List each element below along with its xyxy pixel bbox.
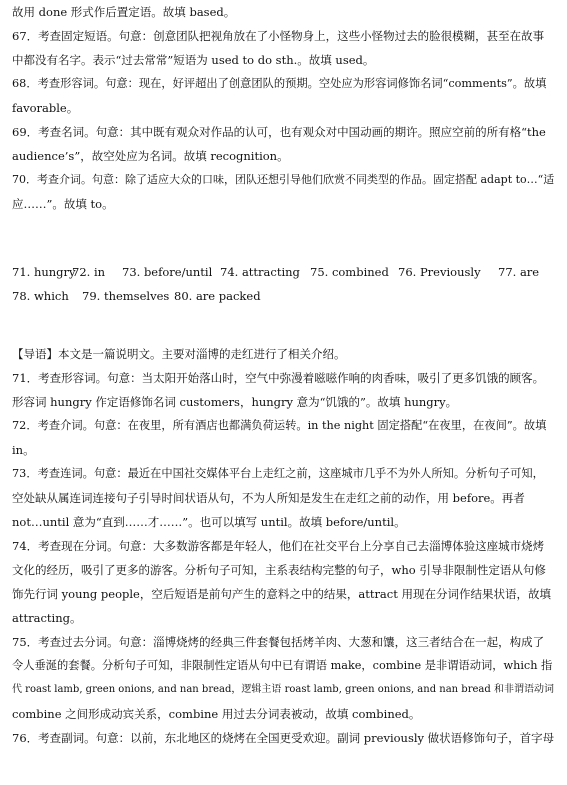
explanations-66-70 — [12, 0, 555, 216]
text-line: 75．考查过去分词。句意：淄博烧烤的经典三件套餐包括烤羊肉、大葱和馕，这三者结合在一起，构成了 — [12, 635, 545, 649]
text-line: audience’s”，故空处应为名词。故填 recognition。 — [12, 149, 289, 163]
text-line: 71．考查形容词。句意：当太阳开始落山时，空气中弥漫着嗞嗞作响的肉香味，吸引了更多饥饿的顾客。 — [12, 371, 545, 385]
text-line: 饰先行词 young people，空后短语是前句产生的意料之中的结果，attract 用现在分词作结果状语，故填 — [12, 587, 552, 601]
text-line: 74．考查现在分词。句意：大多数游客都是年轻人，他们在社交平台上分享自己去淄博体验这座城市烧烤 — [12, 539, 545, 553]
text-line: 72．考查介词。句意：在夜里，所有酒店也都满负荷运转。in the night 固定搭配“在夜里，在夜间”。故填 — [12, 419, 547, 432]
answer-item: 72. in — [72, 265, 106, 279]
answer-item: 79. themselves — [82, 289, 170, 303]
text-line: 中都没有名字。表示“过去常常”短语为 used to do sth.。故填 used。 — [12, 53, 375, 67]
text-line: 76．考查副词。句意：以前，东北地区的烧烤在全国更受欢迎。副词 previously 做状语修饰句子，首字母 — [12, 731, 555, 745]
text-line: 代 roast lamb, green onions, and nan bread，逻辑主语 roast lamb, green onions, and nan bread 和非谓语动词 — [12, 684, 554, 695]
answer-item: 74. attracting — [220, 265, 300, 279]
guide-heading: 【导语】本文是一篇说明文。主要对淄博的走红进行了相关介绍。 — [12, 347, 346, 361]
explanations-71-76 — [12, 342, 555, 750]
text-line: 69．考查名词。句意：其中既有观众对作品的认可，也有观众对中国动画的期许。照应空前的所有格“the — [12, 125, 546, 139]
text-line: 空处缺从属连词连接句子引导时间状语从句，不为人所知是发生在走红之前的动作，用 before。再者 — [12, 491, 525, 505]
answer-row — [12, 260, 555, 284]
text-line: favorable。 — [12, 101, 79, 115]
text-line: 令人垂涎的套餐。分析句子可知，非限制性定语从句中已有谓语 make，combine 是非谓语动词，which 指 — [12, 659, 553, 672]
text-line: 文化的经历，吸引了更多的游客。分析句子可知，主系表结构完整的句子，who 引导非限制性定语从句修 — [12, 563, 546, 577]
answer-item: 73. before/until — [122, 265, 213, 279]
text-line: 应……”。故填 to。 — [12, 197, 114, 211]
text-line: 故用 done 形式作后置定语。故填 based。 — [12, 5, 236, 19]
text-line: 70．考查介词。句意：除了适应大众的口味，团队还想引导他们欣赏不同类型的作品。固定搭配 adapt to…“适 — [12, 173, 555, 186]
answer-item: 80. are packed — [174, 289, 261, 303]
answer-item: 75. combined — [310, 265, 389, 279]
answer-item: 76. Previously — [398, 265, 481, 279]
text-line: combine 之间形成动宾关系，combine 用过去分词表被动，故填 combined。 — [12, 707, 421, 721]
text-line: 形容词 hungry 作定语修饰名词 customers，hungry 意为“饥饿的”。故填 hungry。 — [12, 395, 458, 409]
text-line: not…until 意为“直到……才……”。也可以填写 until。故填 before/until。 — [12, 515, 406, 529]
answer-key — [12, 260, 555, 308]
text-line: 73．考查连词。句意：最近在中国社交媒体平台上走红之前，这座城市几乎不为外人所知。分析句子可知， — [12, 467, 544, 480]
text-line: attracting。 — [12, 611, 82, 625]
answer-item: 78. which — [12, 289, 69, 303]
text-line: 67．考查固定短语。句意：创意团队把视角放在了小怪物身上，这些小怪物过去的脸很模糊，甚至在故事 — [12, 29, 545, 43]
answer-row — [12, 284, 555, 308]
text-line: 68．考查形容词。句意：现在，好评超出了创意团队的预期。空处应为形容词修饰名词“comments”。故填 — [12, 77, 547, 90]
answer-item: 71. hungry — [12, 265, 76, 279]
text-line: in。 — [12, 443, 35, 457]
answer-item: 77. are — [498, 265, 540, 279]
